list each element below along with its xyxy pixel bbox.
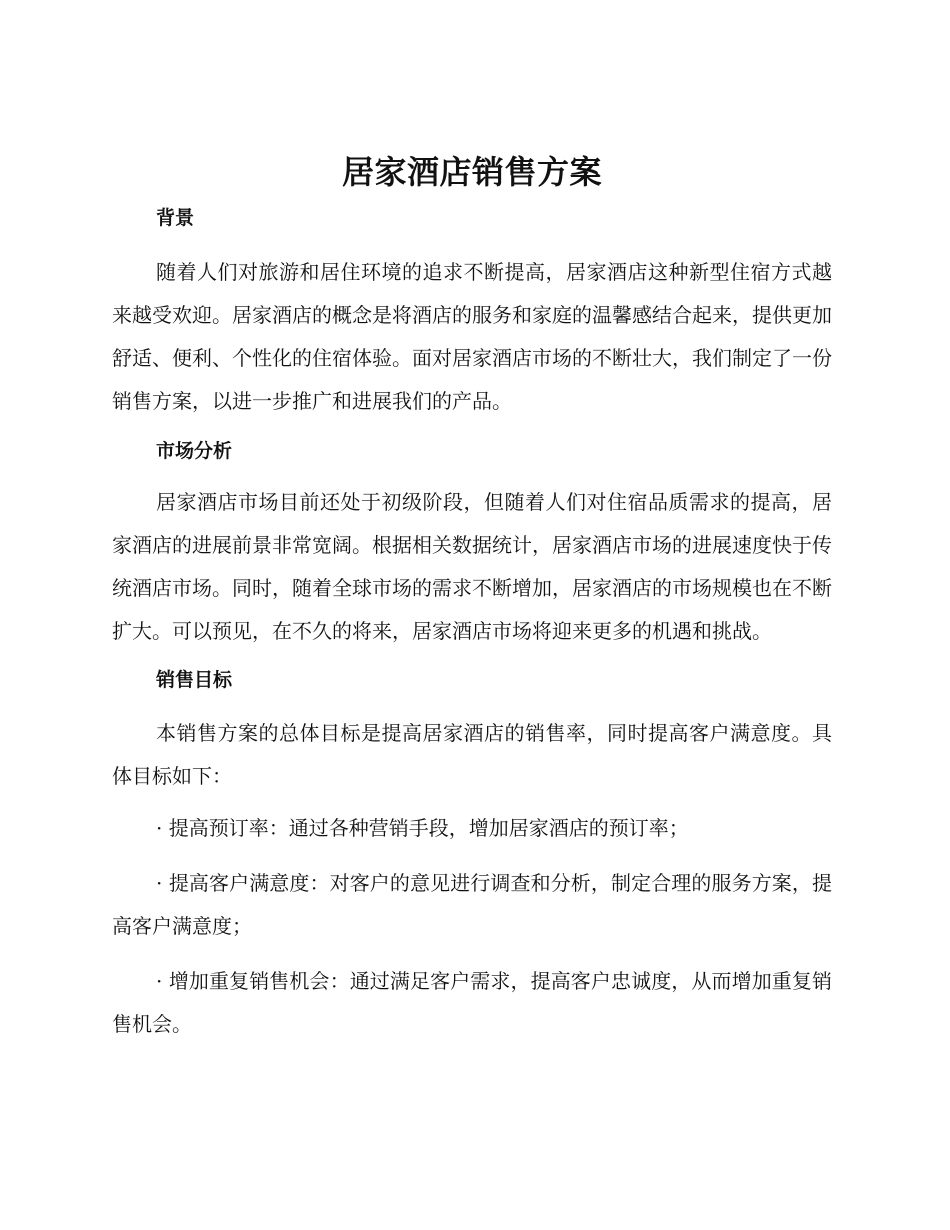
document-page: [112, 148, 832, 1046]
section-paragraph-market-analysis: 居家酒店市场目前还处于初级阶段，但随着人们对住宿品质需求的提高，居家酒店的进展前景非常宽阔。根据相关数据统计，居家酒店市场的进展速度快于传统酒店市场。同时，随着全球市场的需求不断增加，居家酒店的市场规模也在不断扩大。可以预见，在不久的将来，居家酒店市场将迎来更多的机遇和挑战。: [112, 490, 832, 643]
section-background: [112, 204, 832, 423]
section-heading-market-analysis: 市场分析: [156, 440, 233, 462]
section-paragraph-sales-target: 本销售方案的总体目标是提高居家酒店的销售率，同时提高客户满意度。具体目标如下：: [112, 721, 832, 788]
section-paragraph-background: 随着人们对旅游和居住环境的追求不断提高，居家酒店这种新型住宿方式越来越受欢迎。居家酒店的概念是将酒店的服务和家庭的温馨感结合起来，提供更加舒适、便利、个性化的住宿体验。面对居家酒店市场的不断壮大，我们制定了一份销售方案，以进一步推广和进展我们的产品。: [112, 260, 832, 413]
section-market-analysis: [112, 437, 832, 653]
bullet-item: · 提高预订率：通过各种营销手段，增加居家酒店的预订率；: [156, 816, 689, 840]
bullet-item: · 提高客户满意度：对客户的意见进行调查和分析，制定合理的服务方案，提高客户满意度；: [112, 871, 832, 938]
section-heading-sales-target: 销售目标: [156, 669, 233, 691]
section-sales-target: [112, 666, 832, 1046]
section-heading-background: 背景: [156, 207, 195, 229]
document-title: 居家酒店销售方案: [341, 153, 602, 191]
bullet-item: · 增加重复销售机会：通过满足客户需求，提高客户忠诚度，从而增加重复销售机会。: [112, 969, 832, 1036]
